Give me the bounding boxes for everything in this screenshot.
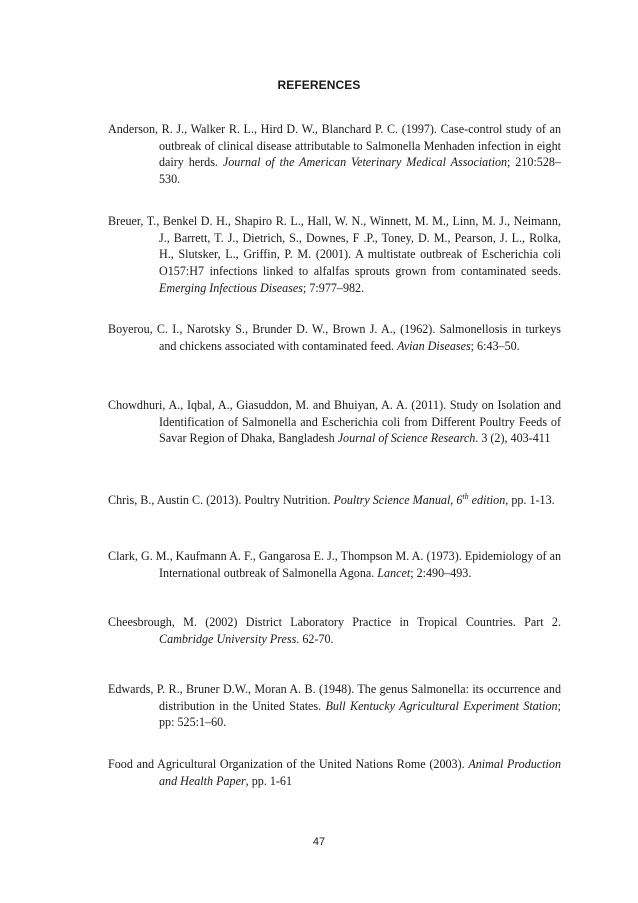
reference-entry	[108, 397, 561, 447]
journal-title: Journal of the American Veterinary Medical Association	[222, 155, 508, 170]
page-title: REFERENCES	[277, 78, 361, 92]
journal-title: Animal Production and Health Paper	[159, 757, 561, 788]
reference-entry	[108, 213, 561, 297]
reference-text: Food and Agricultural Organization of the United Nations Rome (2003).	[108, 757, 469, 771]
reference-text: Anderson, R. J., Walker R. L., Hird D. W., Blanchard P. C. (1997). Case-control study of an outbreak of clinical disease attributable to Salmonella Menhaden infection in eight dairy herds.	[108, 122, 561, 170]
reference-entry	[108, 121, 561, 188]
reference-entry	[108, 756, 561, 789]
reference-text: Clark, G. M., Kaufmann A. F., Gangarosa E. J., Thompson M. A. (1973). Epidemiology of an International outbreak of Salmonella Agona.	[108, 549, 561, 580]
reference-text: Boyerou, C. I., Narotsky S., Brunder D. W., Brown J. A., (1962). Salmonellosis in turkeys and chickens associated with contaminated feed.	[108, 322, 561, 353]
journal-title: Emerging Infectious Diseases	[159, 280, 303, 295]
reference-tail: ; pp: 525:1–60.	[159, 698, 561, 730]
journal-title: Lancet	[377, 565, 411, 580]
reference-entry	[108, 548, 561, 581]
reference-tail: , pp. 1-61	[245, 773, 293, 788]
reference-text: Chris, B., Austin C. (2013). Poultry Nutrition.	[108, 493, 334, 508]
reference-tail: . 3 (2), 403-411	[475, 431, 551, 446]
reference-entry	[108, 614, 561, 647]
journal-title: Poultry Science Manual, 6	[333, 493, 463, 508]
journal-title: Bull Kentucky Agricultural Experiment Station	[325, 698, 558, 713]
reference-tail: ; 2:490–493.	[410, 565, 472, 580]
journal-title-cont: edition	[468, 493, 506, 508]
reference-tail: ; 210:528–530.	[159, 155, 561, 187]
reference-tail: ; 7:977–982.	[302, 280, 365, 295]
reference-text: Cheesbrough, M. (2002) District Laboratory Practice in Tropical Countries. Part 2.	[108, 615, 561, 629]
reference-tail: ; 6:43–50.	[470, 338, 520, 353]
reference-text: Chowdhuri, A., Iqbal, A., Giasuddon, M. and Bhuiyan, A. A. (2011). Study on Isolation and Identification of Salmonella and Escherichia coli from Different Poultry Feeds of Savar Region of Dhaka, Bangladesh	[108, 398, 561, 446]
reference-entry	[108, 321, 561, 354]
journal-title: Journal of Science Research	[337, 431, 476, 446]
journal-title: Avian Diseases	[397, 338, 471, 353]
reference-text: Edwards, P. R., Bruner D.W., Moran A. B. (1948). The genus Salmonella: its occurrence and distribution in the United States.	[108, 682, 561, 713]
reference-entry	[108, 681, 561, 731]
reference-tail: , pp. 1-13.	[505, 493, 555, 508]
reference-text: Breuer, T., Benkel D. H., Shapiro R. L., Hall, W. N., Winnett, M. M., Linn, M. J., Neimann, J., Barrett, T. J., Dietrich, S., Downes, F .P., Toney, D. M., Pearson, J. L., Rolka, H., Slutsker, L., Griffin, P. M. (2001). A multistate outbreak of Escherichia coli O157:H7 infections linked to alfalfas sprouts grown from contaminated seeds.	[108, 214, 561, 279]
reference-entry	[108, 489, 561, 509]
page-number: 47	[312, 836, 326, 848]
reference-tail: . 62-70.	[296, 631, 334, 646]
superscript: th	[462, 492, 469, 501]
journal-title: Cambridge University Press	[159, 631, 297, 646]
